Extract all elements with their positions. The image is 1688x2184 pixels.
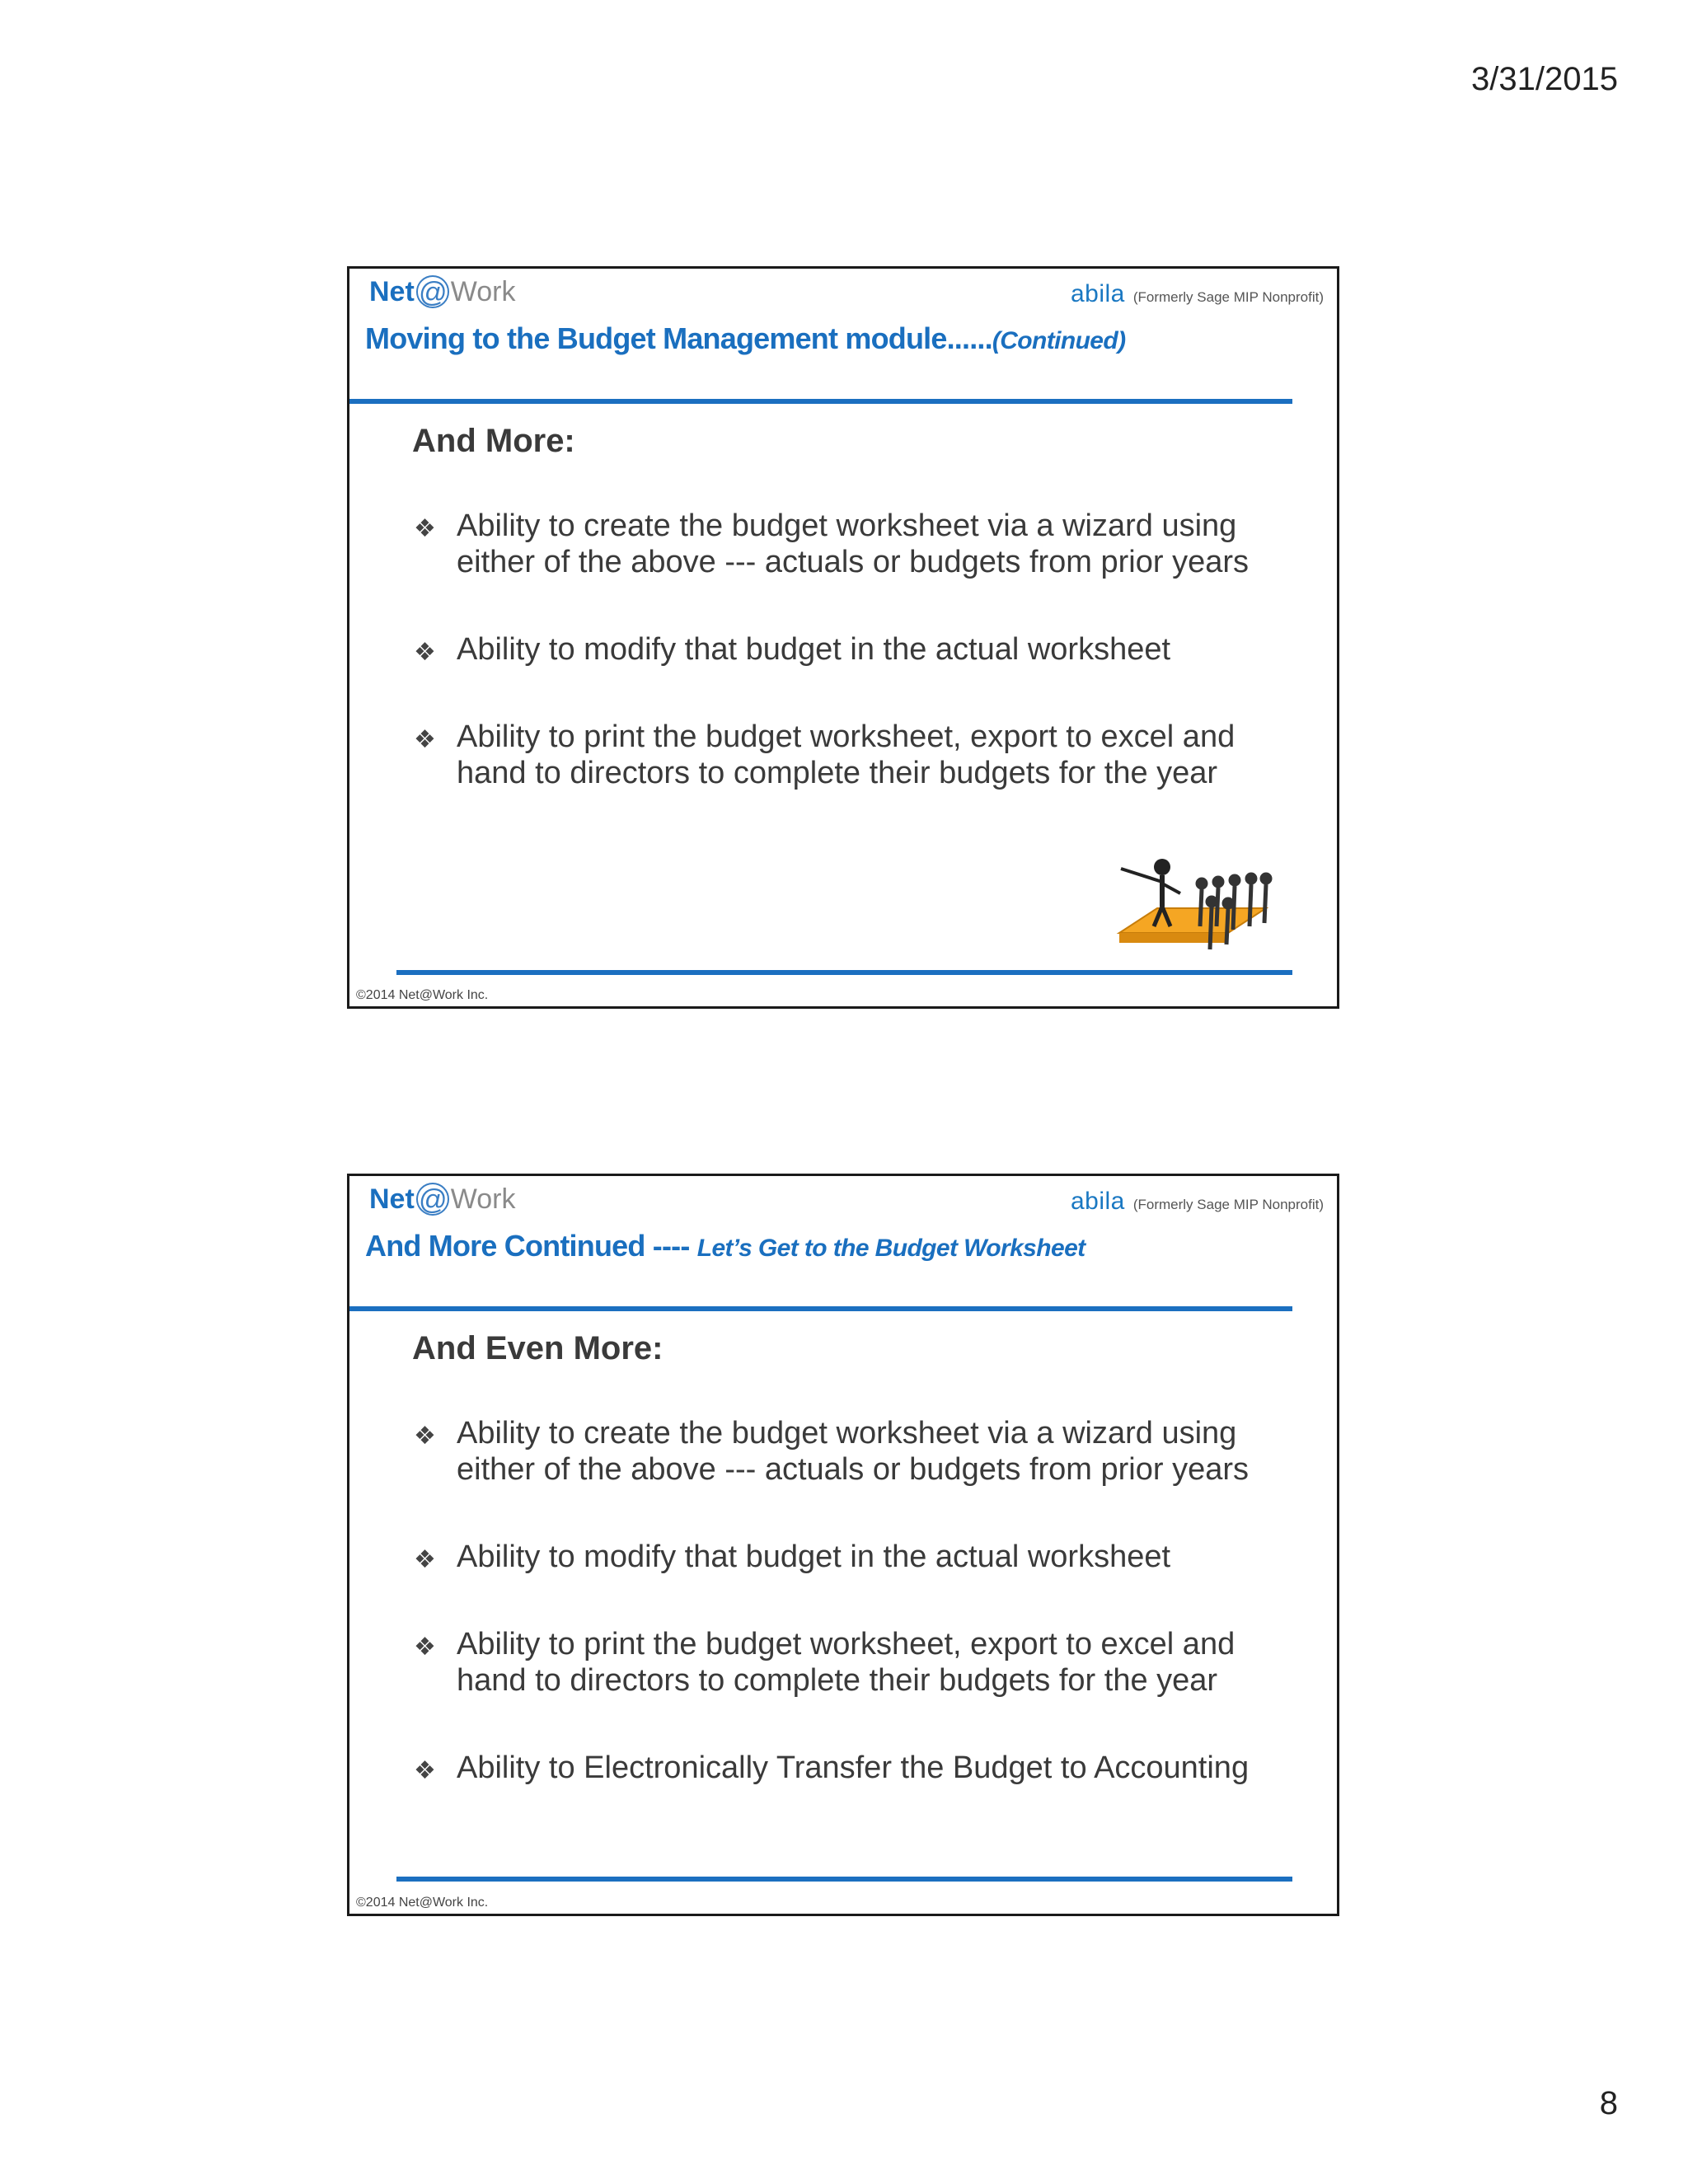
diamond-bullet-icon: ❖: [414, 1422, 436, 1450]
logo-at-icon: @: [416, 1183, 449, 1216]
abila-name: abila: [1070, 280, 1125, 307]
page-number: 8: [1599, 2085, 1618, 2121]
diamond-bullet-icon: ❖: [414, 1633, 436, 1661]
bullet-item: [412, 719, 1286, 791]
section-heading: And Even More:: [412, 1330, 663, 1366]
diamond-bullet-icon: ❖: [414, 726, 436, 753]
diamond-bullet-icon: ❖: [414, 515, 436, 542]
logo-net-text: Net: [369, 275, 415, 307]
bullet-item: [412, 1415, 1286, 1488]
bullet-item: [412, 1626, 1286, 1699]
bullet-text: Ability to modify that budget in the actual worksheet: [457, 1540, 1171, 1574]
bullet-list: [412, 1415, 1286, 1837]
slide-title: [365, 321, 1320, 356]
slide-2: [347, 1174, 1339, 1916]
logo-work-text: Work: [450, 275, 516, 307]
netatwork-logo: [369, 275, 516, 308]
bullet-text: Ability to create the budget worksheet via a wizard using either of the above --- actuals or budgets from prior years: [457, 1416, 1250, 1487]
bullet-item: [412, 1750, 1286, 1786]
bullet-list: [412, 508, 1286, 842]
footer-divider: [396, 970, 1292, 975]
bullet-text: Ability to Electronically Transfer the Budget to Accounting: [457, 1750, 1250, 1785]
abila-name: abila: [1070, 1188, 1125, 1215]
slide-title-sub: Let’s Get to the Budget Worksheet: [696, 1235, 1085, 1262]
page-date: 3/31/2015: [1471, 61, 1618, 97]
copyright: ©2014 Net@Work Inc.: [356, 1896, 489, 1910]
bullet-text: Ability to modify that budget in the actual worksheet: [457, 632, 1171, 667]
bullet-text: Ability to print the budget worksheet, export to excel and hand to directors to complete their budgets for the year: [457, 719, 1236, 790]
logo-net-text: Net: [369, 1183, 415, 1215]
leader-pointing-icon: [1104, 844, 1278, 955]
slide-title: [365, 1229, 1320, 1263]
bullet-text: Ability to create the budget worksheet via a wizard using either of the above --- actuals or budgets from prior years: [457, 509, 1250, 579]
abila-formerly: (Formerly Sage MIP Nonprofit): [1132, 289, 1324, 305]
title-divider: [349, 1306, 1292, 1311]
bullet-item: [412, 508, 1286, 580]
logo-work-text: Work: [450, 1183, 516, 1215]
title-divider: [349, 399, 1292, 404]
netatwork-logo: [369, 1183, 516, 1216]
slide-1: [347, 266, 1339, 1009]
footer-divider: [396, 1877, 1292, 1882]
bullet-item: [412, 1539, 1286, 1575]
bullet-item: [412, 631, 1286, 668]
slide-title-main: Moving to the Budget Management module......: [365, 321, 992, 355]
diamond-bullet-icon: ❖: [414, 1757, 436, 1784]
diamond-bullet-icon: ❖: [414, 1546, 436, 1573]
abila-logo: [1071, 1188, 1324, 1216]
bullet-text: Ability to print the budget worksheet, export to excel and hand to directors to complete their budgets for the year: [457, 1627, 1236, 1698]
section-heading: And More:: [412, 423, 575, 459]
copyright: ©2014 Net@Work Inc.: [356, 988, 489, 1002]
slide-title-sub: (Continued): [992, 327, 1126, 354]
slide-title-main: And More Continued ----: [365, 1229, 697, 1263]
abila-formerly: (Formerly Sage MIP Nonprofit): [1132, 1197, 1324, 1212]
abila-logo: [1071, 280, 1324, 308]
diamond-bullet-icon: ❖: [414, 639, 436, 666]
logo-at-icon: @: [416, 275, 449, 308]
